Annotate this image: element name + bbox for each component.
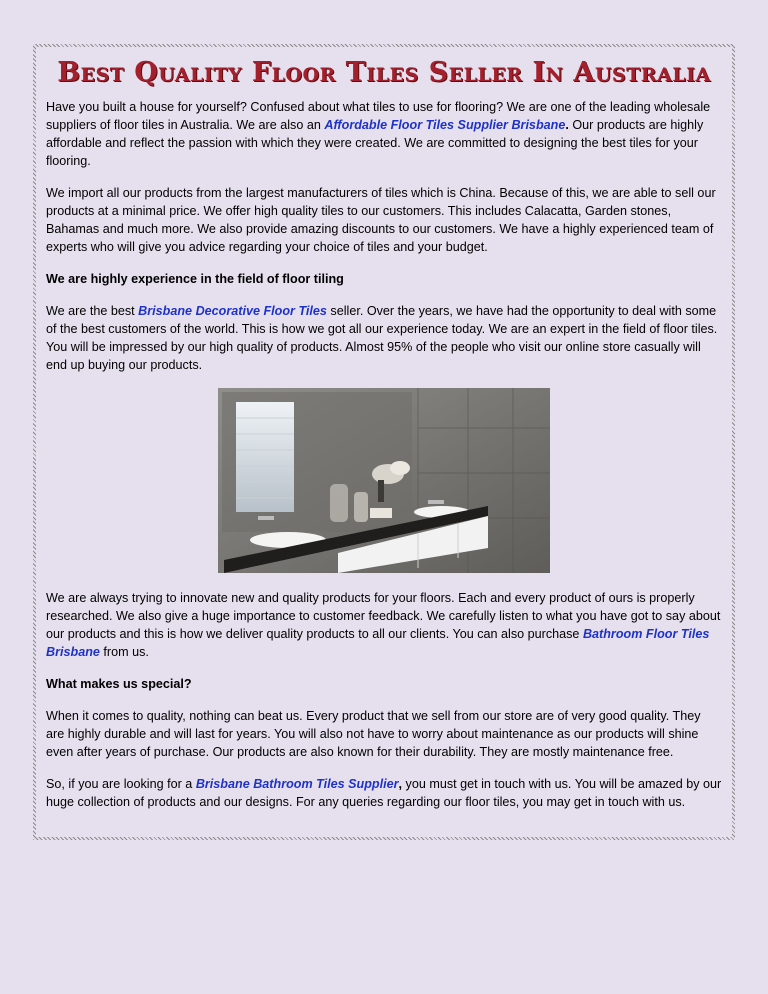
- decorative-floor-tiles-link[interactable]: Brisbane Decorative Floor Tiles: [138, 304, 327, 318]
- bathroom-floor-tiles-link[interactable]: Bathroom Floor Tiles Brisbane: [46, 627, 710, 659]
- text-run: .: [565, 118, 569, 132]
- innovation-paragraph: [46, 589, 722, 661]
- bathroom-tiles-supplier-link[interactable]: Brisbane Bathroom Tiles Supplier: [195, 777, 399, 791]
- intro-paragraph: [46, 98, 722, 170]
- experience-paragraph: [46, 302, 722, 374]
- special-heading: What makes us special?: [46, 677, 192, 691]
- page-title: Best Quality Floor Tiles Seller In Australia: [57, 57, 711, 88]
- bathroom-vanity-photo: [218, 388, 550, 573]
- text-run: We are always trying to innovate new and quality products for your floors. Each and every product of ours is properly researched. We also give a huge importance to customer feedback. We carefully listen to what you have got to say about our products and this is how we deliver quality products to all our clients. You can also purchase: [46, 591, 721, 641]
- closing-paragraph: [46, 775, 722, 811]
- content-frame: [33, 44, 735, 840]
- text-run: We are the best: [46, 304, 139, 318]
- affordable-floor-tiles-link[interactable]: Affordable Floor Tiles Supplier Brisbane: [324, 118, 566, 132]
- quality-paragraph: When it comes to quality, nothing can beat us. Every product that we sell from our store are of very good quality. They are highly durable and will last for years. You will also not have to worry about maintenance as our products will shine even after years of purchase. Our products are also known for their durability. They are mostly maintenance free.: [46, 709, 701, 759]
- text-run: from us.: [99, 645, 149, 659]
- text-run: Our products are highly affordable and reflect the passion with which they were created. We are committed to designing the best tiles for your flooring.: [46, 118, 704, 168]
- text-run: ,: [398, 777, 403, 791]
- text-run: So, if you are looking for a: [46, 777, 196, 791]
- text-run: seller. Over the years, we have had the opportunity to deal with some of the best customers of the world. This is how we got all our experience today. We are an expert in the field of floor tiles. You will be impressed by our high quality of products. Almost 95% of the people who visit our online store casually will end up buying our products.: [46, 304, 718, 372]
- text-run: you must get in touch with us. You will be amazed by our huge collection of products and our designs. For any queries regarding our floor tiles, you may get in touch with us.: [46, 777, 722, 809]
- content-area: [36, 47, 732, 837]
- experience-heading: We are highly experience in the field of floor tiling: [46, 272, 344, 286]
- text-run: Have you built a house for yourself? Confused about what tiles to use for flooring? We are one of the leading wholesale suppliers of floor tiles in Australia. We are also an: [46, 100, 711, 132]
- import-paragraph: We import all our products from the largest manufacturers of tiles which is China. Because of this, we are able to sell our products at a minimal price. We offer high quality tiles to our customers. This includes Calacatta, Garden stones, Bahamas and much more. We also provide amazing discounts to our customers. We have a highly experienced team of experts who will give you advice regarding your choice of tiles and your budget.: [46, 186, 716, 254]
